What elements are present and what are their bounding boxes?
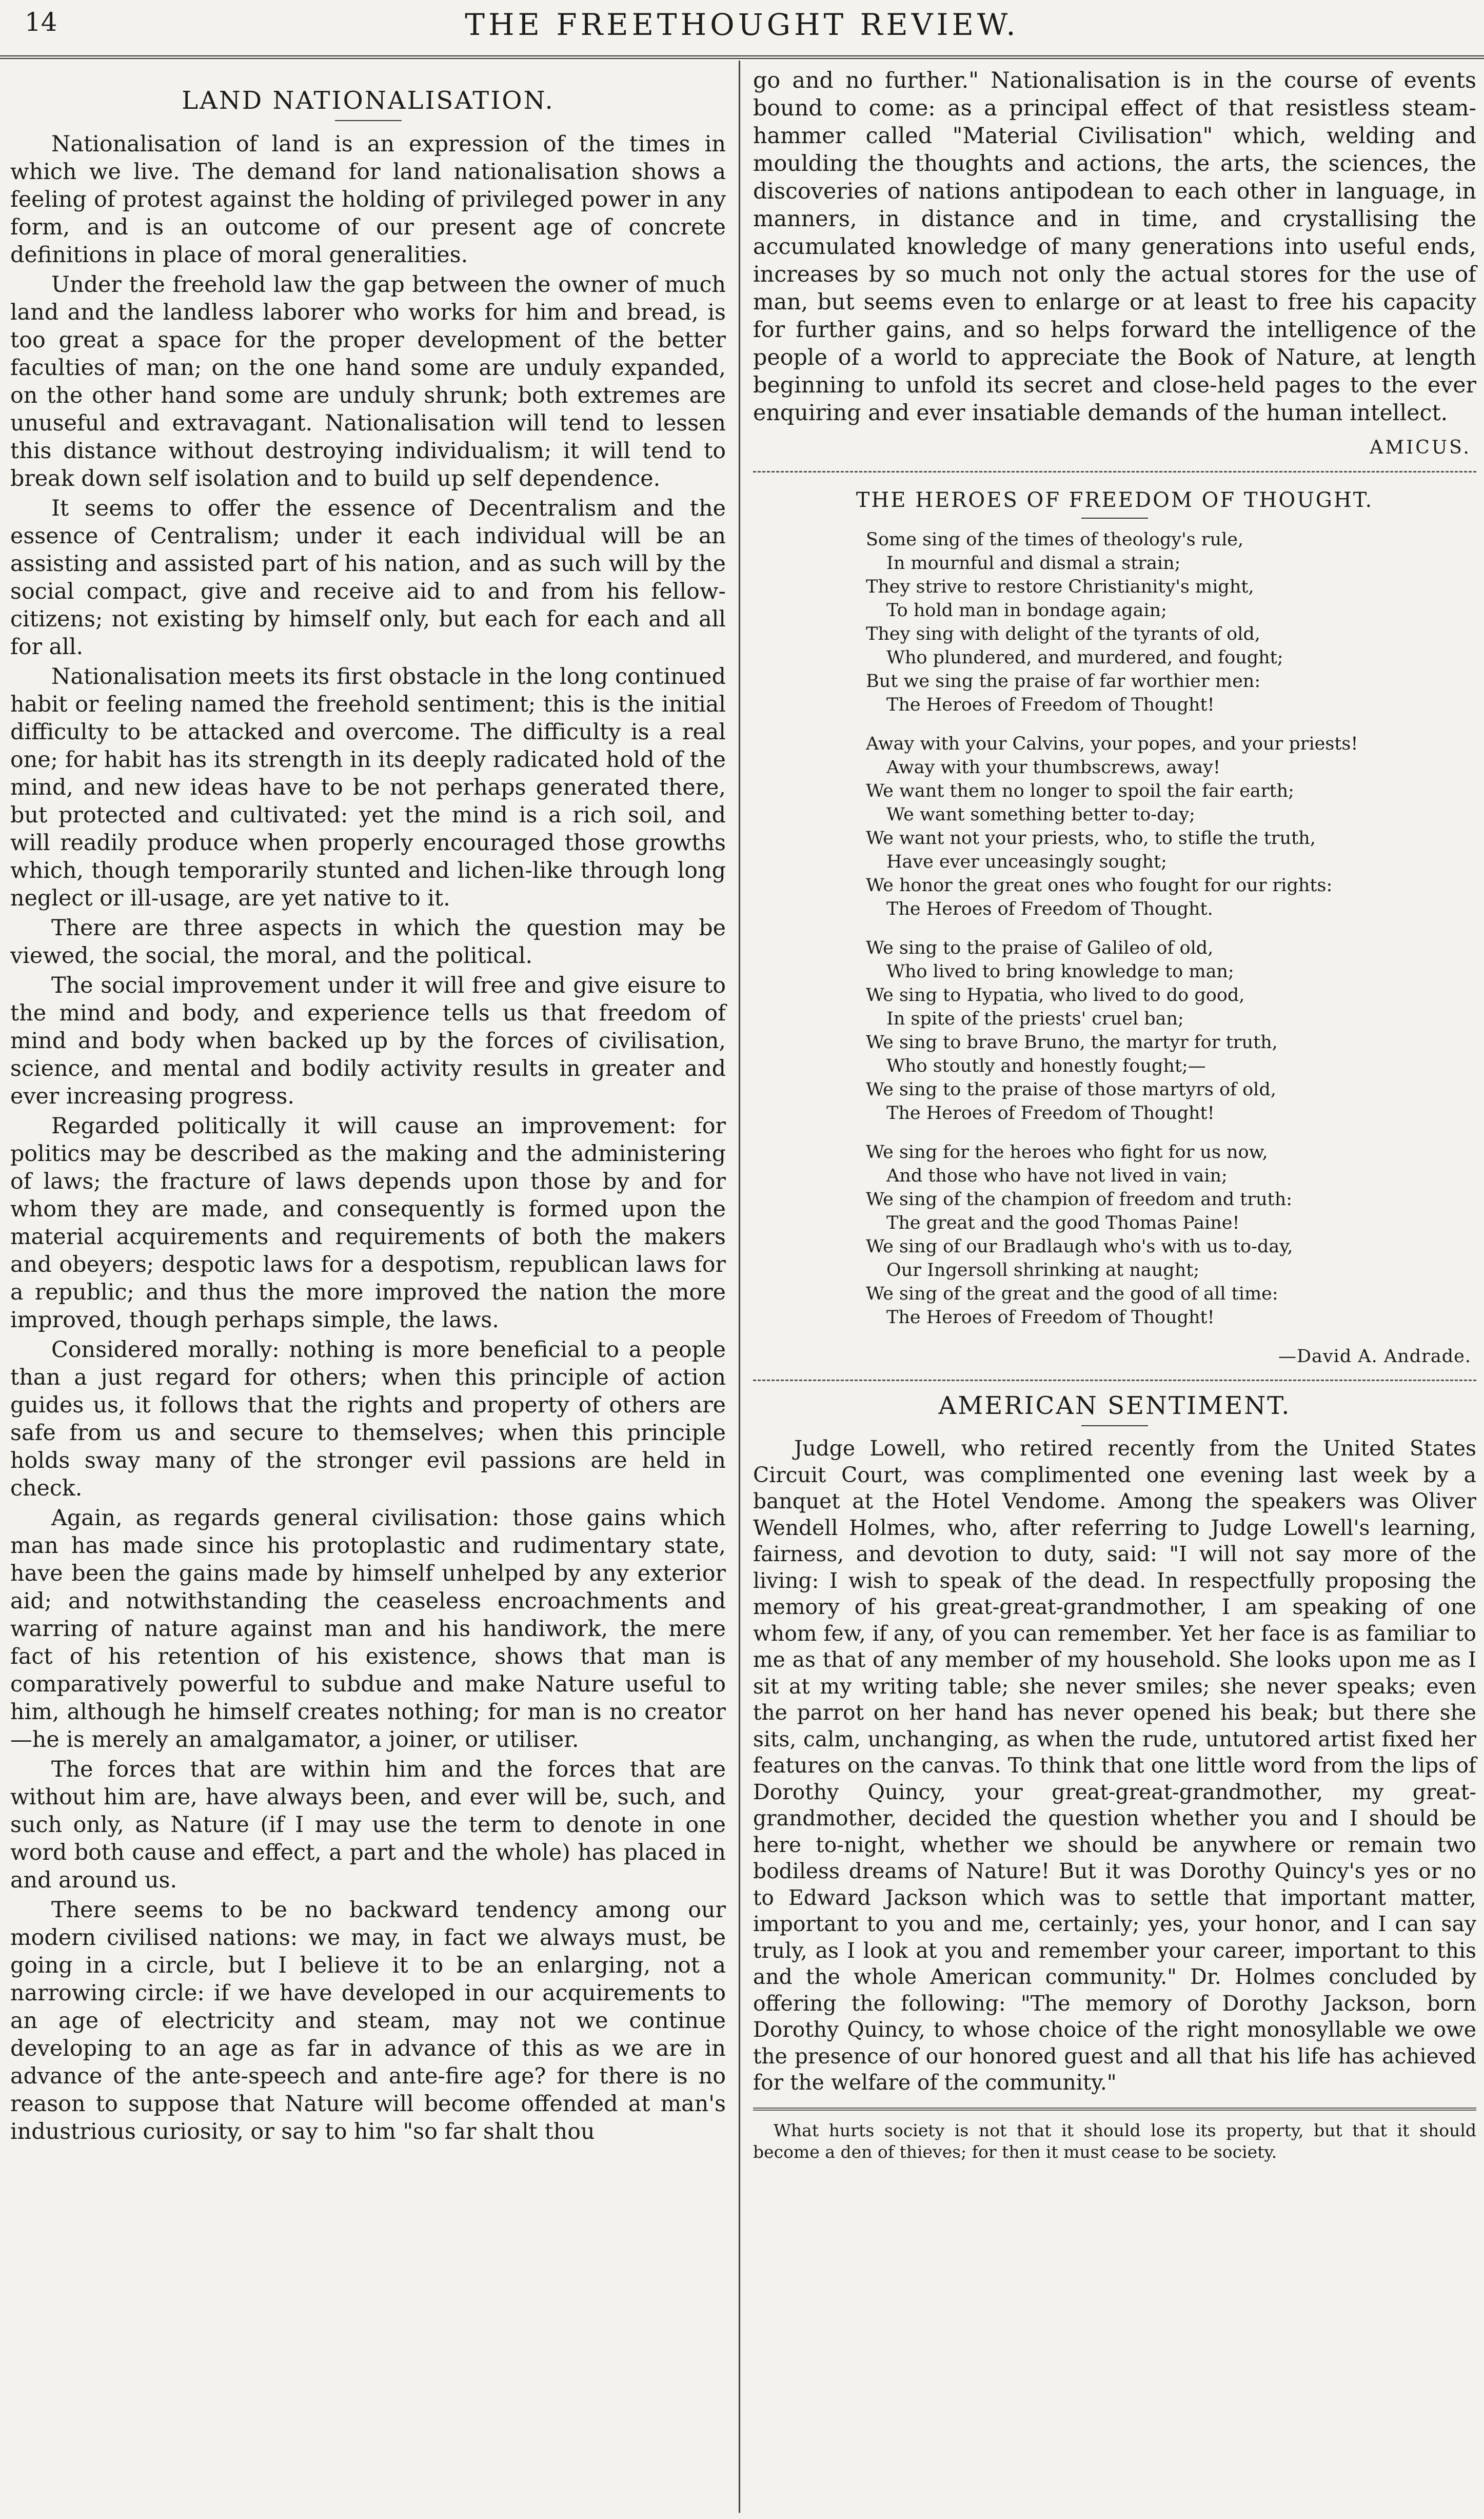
american-paragraph: Judge Lowell, who retired recently from the United States Circuit Court, was complimented one evening last week by a banquet at the Hotel Vendome. Among the speakers was Oliver Wendell Holmes, who, after referring to Judge Lowell's learning, fairness, and devotion to duty, said: "I will not say more of the living: I wish to speak of the dead. In respectfully proposing the memory of his great-great-grandmother, I am speaking of one whom few, if any, of you can remember. Yet her face is as familiar to me as that of any member of my household. She looks upon me as I sit at my writing table; she never smiles; she never speaks; even the parrot on her hand has never opened his beak; but there she sits, calm, unchanging, as when the rude, untutored artist fixed her features on the canvas. To think that one little word from the lips of Dorothy Quincy, your great-great-grandmother, my great-grandmother, decided the question whether you and I should be here to-night, whether we should be anywhere or remain two bodiless dreams of Nature! But it was Dorothy Quincy's yes or no to Edward Jackson which was to settle that important matter, important to you and me, certainly; yes, your honor, and I can say truly, as I look at you and remember your career, important to this and the whole American community." Dr. Holmes concluded by offering the following: "The memory of Dorothy Jackson, born Dorothy Quincy, to whose choice of the right monosyllable we owe the presence of our honored guest and all that his life has achieved for the welfare of the community.": [753, 1436, 1476, 2095]
section-rule: [753, 1380, 1476, 1381]
poem-author: —David A. Andrade.: [1278, 1346, 1471, 1367]
poem-stanza: [866, 936, 1476, 1125]
poem-line: The Heroes of Freedom of Thought!: [886, 695, 1215, 715]
poem-title: THE HEROES OF FREEDOM OF THOUGHT.: [856, 488, 1374, 512]
poem-line: In mournful and dismal a strain;: [886, 553, 1181, 574]
section-rule: [753, 471, 1476, 473]
header-rule: [0, 55, 1484, 59]
land-paragraph-6: The social improvement under it will free and give eisure to the mind and body, and experience tells us that freedom of mind and body when backed up by the forces of civilisation, science, and mental and bodily activity results in greater and ever increasing progress.: [10, 973, 726, 1109]
poem-line: The Heroes of Freedom of Thought!: [886, 1103, 1215, 1124]
land-article-title: LAND NATIONALISATION.: [182, 86, 555, 115]
land-paragraph-3: It seems to offer the essence of Decentralism and the essence of Centralism; under it each individual will be an assisting and assisted part of his nation, and as such will by the social compact, give and receive aid to and from his fellow-citizens; not existing by himself only, but each for each and all for all.: [10, 496, 726, 660]
land-continuation-paragraph: go and no further." Nationalisation is in the course of events bound to come: as a principal effect of that resistless steam-hammer called "Material Civilisation" which, welding and moulding the thoughts and actions, the arts, the sciences, the discoveries of nations antipodean to each other in language, in manners, in distance and in time, and crystallising the accumulated knowledge of many generations into useful ends, increases by so much not only the actual stores for the use of man, but seems even to enlarge or at least to free his capacity for further gains, and so helps forward the intelligence of the people of a world to appreciate the Book of Nature, at length beginning to unfold its secret and close-held pages to the ever enquiring and ever insatiable demands of the human intellect.: [753, 68, 1476, 426]
land-paragraph-1: Nationalisation of land is an expression of the times in which we live. The demand for land nationalisation shows a feeling of protest against the holding of privileged power in any form, and is an outcome of our present age of concrete definitions in place of moral generalities.: [10, 131, 726, 268]
land-paragraph-8: Considered morally: nothing is more beneficial to a people than a just regard for others; when this principle of action guides us, it follows that the rights and property of others are safe from us and secure to themselves; when this principle holds sway many of the stronger evil passions are held in check.: [10, 1337, 726, 1501]
column-divider: [739, 61, 740, 2513]
poem-stanza: [866, 1140, 1476, 1329]
title-rule: [1081, 518, 1148, 519]
poem-line: We honor the great ones who fought for our rights:: [866, 875, 1333, 896]
land-article-body: [10, 130, 726, 2146]
land-paragraph-7: Regarded politically it will cause an improvement: for politics may be described as the making and the administering of laws; the fracture of laws depends upon those by and for whom they are made, and consequently is formed upon the material acquirements and requirements of both the makers and obeyers; despotic laws for a despotism, republican laws for a republic; and thus the more improved the nation the more improved, though perhaps simple, the laws.: [10, 1113, 726, 1333]
poem-line: We sing to the praise of those martyrs of old,: [866, 1079, 1276, 1100]
title-rule: [1081, 1425, 1148, 1426]
poem-line: Who stoutly and honestly fought;—: [886, 1056, 1206, 1076]
footnote: [753, 2120, 1476, 2163]
poem-line: Away with your thumbscrews, away!: [886, 757, 1221, 778]
poem-line: The great and the good Thomas Paine!: [886, 1213, 1240, 1233]
poem-line: We want them no longer to spoil the fair earth;: [866, 781, 1294, 801]
right-column: [753, 67, 1476, 2163]
american-article-title: AMERICAN SENTIMENT.: [938, 1391, 1291, 1420]
poem-line: And those who have not lived in vain;: [886, 1166, 1228, 1186]
left-column: [10, 67, 726, 2148]
poem-line: Who lived to bring knowledge to man;: [886, 961, 1234, 982]
poem-line: Our Ingersoll shrinking at naught;: [886, 1260, 1200, 1281]
land-paragraph-4: Nationalisation meets its first obstacle in the long continued habit or feeling named the freehold sentiment; this is the initial difficulty to be attacked and overcome. The difficulty is a real one; for habit has its strength in its deeply radicated hold of the mind, and new ideas have to be not perhaps generated there, but protected and cultivated: yet the mind is a rich soil, and will readily produce when properly encouraged those growths which, though temporarily stunted and lichen-like through long neglect or ill-usage, are yet native to it.: [10, 664, 726, 911]
poem-line: We sing to brave Bruno, the martyr for truth,: [866, 1032, 1278, 1053]
land-article-continuation: [753, 67, 1476, 427]
poem-line: Have ever unceasingly sought;: [886, 852, 1167, 872]
poem-line: We sing to Hypatia, who lived to do good,: [866, 985, 1245, 1006]
land-paragraph-9: Again, as regards general civilisation: those gains which man has made since his protoplastic and rudimentary state, have been the gains made by himself unhelped by any exterior aid; and notwithstanding the ceaseless encroachments and warring of nature against man and his handiwork, the mere fact of his retention of his existence, shows that man is comparatively powerful to subdue and make Nature useful to him, although he himself creates nothing; for man is no creator—he is merely an amalgamator, a joiner, or utiliser.: [10, 1505, 726, 1753]
poem-line: We want something better to-day;: [886, 804, 1195, 825]
land-paragraph-2: Under the freehold law the gap between the owner of much land and the landless laborer who works for him and bread, is too great a space for the proper development of the better faculties of man; on the one hand some are unduly expanded, on the other hand some are unduly shrunk; both extremes are unuseful and extravagant. Nationalisation will tend to lessen this distance without destroying individualism; it will tend to break down self isolation and to build up self dependence.: [10, 272, 726, 491]
poem-line: We sing for the heroes who fight for us now,: [866, 1142, 1268, 1163]
poem-line: We sing of the great and the good of all time:: [866, 1284, 1278, 1304]
poem-line: The Heroes of Freedom of Thought!: [886, 1307, 1215, 1328]
poem-stanza: [866, 732, 1476, 921]
poem-line: We sing to the praise of Galileo of old,: [866, 938, 1214, 958]
poem-line: They strive to restore Christianity's might,: [866, 577, 1254, 597]
poem-line: The Heroes of Freedom of Thought.: [886, 899, 1213, 919]
poem-stanza: [866, 528, 1476, 717]
poem-body: [866, 528, 1476, 1329]
poem-line: In spite of the priests' cruel ban;: [886, 1009, 1184, 1029]
poem-line: Away with your Calvins, your popes, and your priests!: [866, 734, 1358, 754]
page-number: 14: [25, 7, 57, 37]
footnote-text: What hurts society is not that it should lose its property, but that it should become a den of thieves; for then it must cease to be society.: [753, 2120, 1476, 2162]
land-paragraph-10: The forces that are within him and the forces that are without him are, have always been, and ever will be, such, and such only, as Nature (if I may use the term to denote in one word both cause and effect, a part and the whole) has placed in and around us.: [10, 1757, 726, 1893]
title-rule: [335, 120, 402, 121]
running-head: [0, 7, 1484, 48]
poem-line: Who plundered, and murdered, and fought;: [886, 647, 1283, 668]
poem-line: But we sing the praise of far worthier men:: [866, 671, 1261, 692]
land-paragraph-11: There seems to be no backward tendency among our modern civilised nations: we may, in fact we always must, be going in a circle, but I believe it to be an enlarging, not a narrowing circle: if we have developed in our acquirements to an age of electricity and steam, may not we continue developing to an age as far in advance of this as we are in advance of the ante-speech and ante-fire age? for there is no reason to suppose that Nature will become offended at man's industrious curiosity, or say to him "so far shalt thou: [10, 1897, 726, 2144]
poem-line: We want not your priests, who, to stifle the truth,: [866, 828, 1316, 849]
poem-line: They sing with delight of the tyrants of old,: [866, 624, 1260, 644]
poem-line: To hold man in bondage again;: [886, 600, 1167, 621]
poem-line: Some sing of the times of theology's rule,: [866, 529, 1244, 550]
poem-line: We sing of our Bradlaugh who's with us to-day,: [866, 1236, 1293, 1257]
journal-title: THE FREETHOUGHT REVIEW.: [465, 7, 1019, 42]
poem-line: We sing of the champion of freedom and truth:: [866, 1189, 1293, 1210]
american-article-body: [753, 1435, 1476, 2096]
section-rule: [753, 2108, 1476, 2111]
land-paragraph-5: There are three aspects in which the question may be viewed, the social, the moral, and the political.: [10, 915, 726, 969]
land-article-signature: AMICUS.: [1370, 437, 1471, 458]
